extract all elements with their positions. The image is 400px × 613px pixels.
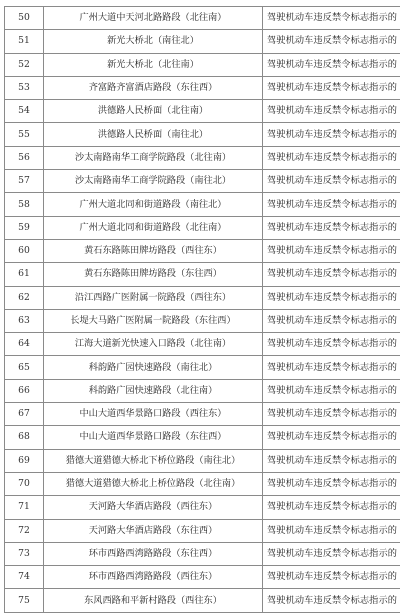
- row-violation-reason: 驾驶机动车违反禁令标志指示的: [263, 170, 400, 193]
- row-number: 54: [5, 100, 44, 123]
- table-row: [5, 263, 400, 286]
- row-violation-reason: 驾驶机动车违反禁令标志指示的: [263, 496, 400, 519]
- row-violation-reason: 驾驶机动车违反禁令标志指示的: [263, 7, 400, 30]
- row-violation-reason: 驾驶机动车违反禁令标志指示的: [263, 239, 400, 262]
- row-violation-reason: 驾驶机动车违反禁令标志指示的: [263, 216, 400, 239]
- table-row: [5, 426, 400, 449]
- row-number: 70: [5, 472, 44, 495]
- row-violation-reason: 驾驶机动车违反禁令标志指示的: [263, 426, 400, 449]
- row-violation-reason: 驾驶机动车违反禁令标志指示的: [263, 519, 400, 542]
- row-violation-reason: 驾驶机动车违反禁令标志指示的: [263, 100, 400, 123]
- row-number: 72: [5, 519, 44, 542]
- row-location: 广州大道北同和街道路段（北往南）: [44, 216, 263, 239]
- row-location: 天河路大华酒店路段（西往东）: [44, 496, 263, 519]
- row-number: 50: [5, 7, 44, 30]
- row-location: 广州大道北同和街道路段（南往北）: [44, 193, 263, 216]
- row-number: 60: [5, 239, 44, 262]
- row-location: 猎德大道猎德大桥北上桥位路段（北往南）: [44, 472, 263, 495]
- table-row: [5, 519, 400, 542]
- row-violation-reason: 驾驶机动车违反禁令标志指示的: [263, 472, 400, 495]
- row-violation-reason: 驾驶机动车违反禁令标志指示的: [263, 379, 400, 402]
- row-violation-reason: 驾驶机动车违反禁令标志指示的: [263, 30, 400, 53]
- row-violation-reason: 驾驶机动车违反禁令标志指示的: [263, 449, 400, 472]
- row-violation-reason: 驾驶机动车违反禁令标志指示的: [263, 263, 400, 286]
- table-row: [5, 333, 400, 356]
- row-location: 环市西路西湾路路段（东往西）: [44, 542, 263, 565]
- row-location: 科韵路广园快速路段（南往北）: [44, 356, 263, 379]
- table-row: [5, 146, 400, 169]
- row-number: 63: [5, 309, 44, 332]
- row-violation-reason: 驾驶机动车违反禁令标志指示的: [263, 589, 400, 612]
- row-number: 62: [5, 286, 44, 309]
- row-location: 江海大道新光快速入口路段（北往南）: [44, 333, 263, 356]
- table-row: [5, 589, 400, 612]
- table-row: [5, 30, 400, 53]
- row-violation-reason: 驾驶机动车违反禁令标志指示的: [263, 356, 400, 379]
- table-row: [5, 286, 400, 309]
- table-row: [5, 566, 400, 589]
- row-number: 61: [5, 263, 44, 286]
- table-row: [5, 239, 400, 262]
- row-violation-reason: 驾驶机动车违反禁令标志指示的: [263, 309, 400, 332]
- row-location: 天河路大华酒店路段（东往西）: [44, 519, 263, 542]
- row-number: 53: [5, 76, 44, 99]
- row-number: 65: [5, 356, 44, 379]
- table-row: [5, 542, 400, 565]
- row-violation-reason: 驾驶机动车违反禁令标志指示的: [263, 333, 400, 356]
- table-row: [5, 496, 400, 519]
- row-location: 洪德路人民桥面（南往北）: [44, 123, 263, 146]
- row-number: 66: [5, 379, 44, 402]
- violation-locations-table: [4, 6, 400, 613]
- row-number: 51: [5, 30, 44, 53]
- row-location: 中山大道西华景路口路段（西往东）: [44, 403, 263, 426]
- table-row: [5, 170, 400, 193]
- table-row: [5, 7, 400, 30]
- row-number: 75: [5, 589, 44, 612]
- table-row: [5, 53, 400, 76]
- row-violation-reason: 驾驶机动车违反禁令标志指示的: [263, 76, 400, 99]
- row-location: 洪德路人民桥面（北往南）: [44, 100, 263, 123]
- row-location: 黄石东路陈田牌坊路段（西往东）: [44, 239, 263, 262]
- table-row: [5, 216, 400, 239]
- row-number: 68: [5, 426, 44, 449]
- table-row: [5, 472, 400, 495]
- table-row: [5, 123, 400, 146]
- table-row: [5, 193, 400, 216]
- row-number: 67: [5, 403, 44, 426]
- row-location: 沙太南路南华工商学院路段（南往北）: [44, 170, 263, 193]
- row-violation-reason: 驾驶机动车违反禁令标志指示的: [263, 403, 400, 426]
- row-violation-reason: 驾驶机动车违反禁令标志指示的: [263, 566, 400, 589]
- row-violation-reason: 驾驶机动车违反禁令标志指示的: [263, 286, 400, 309]
- table-row: [5, 379, 400, 402]
- table-row: [5, 403, 400, 426]
- row-number: 73: [5, 542, 44, 565]
- row-location: 黄石东路陈田牌坊路段（东往西）: [44, 263, 263, 286]
- row-number: 74: [5, 566, 44, 589]
- row-location: 新光大桥北（北往南）: [44, 53, 263, 76]
- row-number: 59: [5, 216, 44, 239]
- row-number: 58: [5, 193, 44, 216]
- row-number: 71: [5, 496, 44, 519]
- row-number: 57: [5, 170, 44, 193]
- row-location: 科韵路广园快速路段（北往南）: [44, 379, 263, 402]
- row-violation-reason: 驾驶机动车违反禁令标志指示的: [263, 146, 400, 169]
- row-location: 沙太南路南华工商学院路段（北往南）: [44, 146, 263, 169]
- row-number: 55: [5, 123, 44, 146]
- row-violation-reason: 驾驶机动车违反禁令标志指示的: [263, 542, 400, 565]
- table-row: [5, 356, 400, 379]
- table-row: [5, 449, 400, 472]
- row-location: 环市西路西湾路路段（西往东）: [44, 566, 263, 589]
- row-number: 69: [5, 449, 44, 472]
- table-row: [5, 309, 400, 332]
- row-location: 沿江西路广医附属一院路段（西往东）: [44, 286, 263, 309]
- row-number: 64: [5, 333, 44, 356]
- row-number: 52: [5, 53, 44, 76]
- row-violation-reason: 驾驶机动车违反禁令标志指示的: [263, 193, 400, 216]
- row-location: 新光大桥北（南往北）: [44, 30, 263, 53]
- row-location: 猎德大道猎德大桥北下桥位路段（南往北）: [44, 449, 263, 472]
- row-violation-reason: 驾驶机动车违反禁令标志指示的: [263, 123, 400, 146]
- row-location: 东风西路和平新村路段（西往东）: [44, 589, 263, 612]
- row-number: 56: [5, 146, 44, 169]
- row-location: 齐富路齐富酒店路段（东往西）: [44, 76, 263, 99]
- row-location: 长堤大马路广医附属一院路段（东往西）: [44, 309, 263, 332]
- table-body: [5, 7, 400, 613]
- row-violation-reason: 驾驶机动车违反禁令标志指示的: [263, 53, 400, 76]
- row-location: 中山大道西华景路口路段（东往西）: [44, 426, 263, 449]
- row-location: 广州大道中天河北路路段（北往南）: [44, 7, 263, 30]
- table-row: [5, 100, 400, 123]
- table-row: [5, 76, 400, 99]
